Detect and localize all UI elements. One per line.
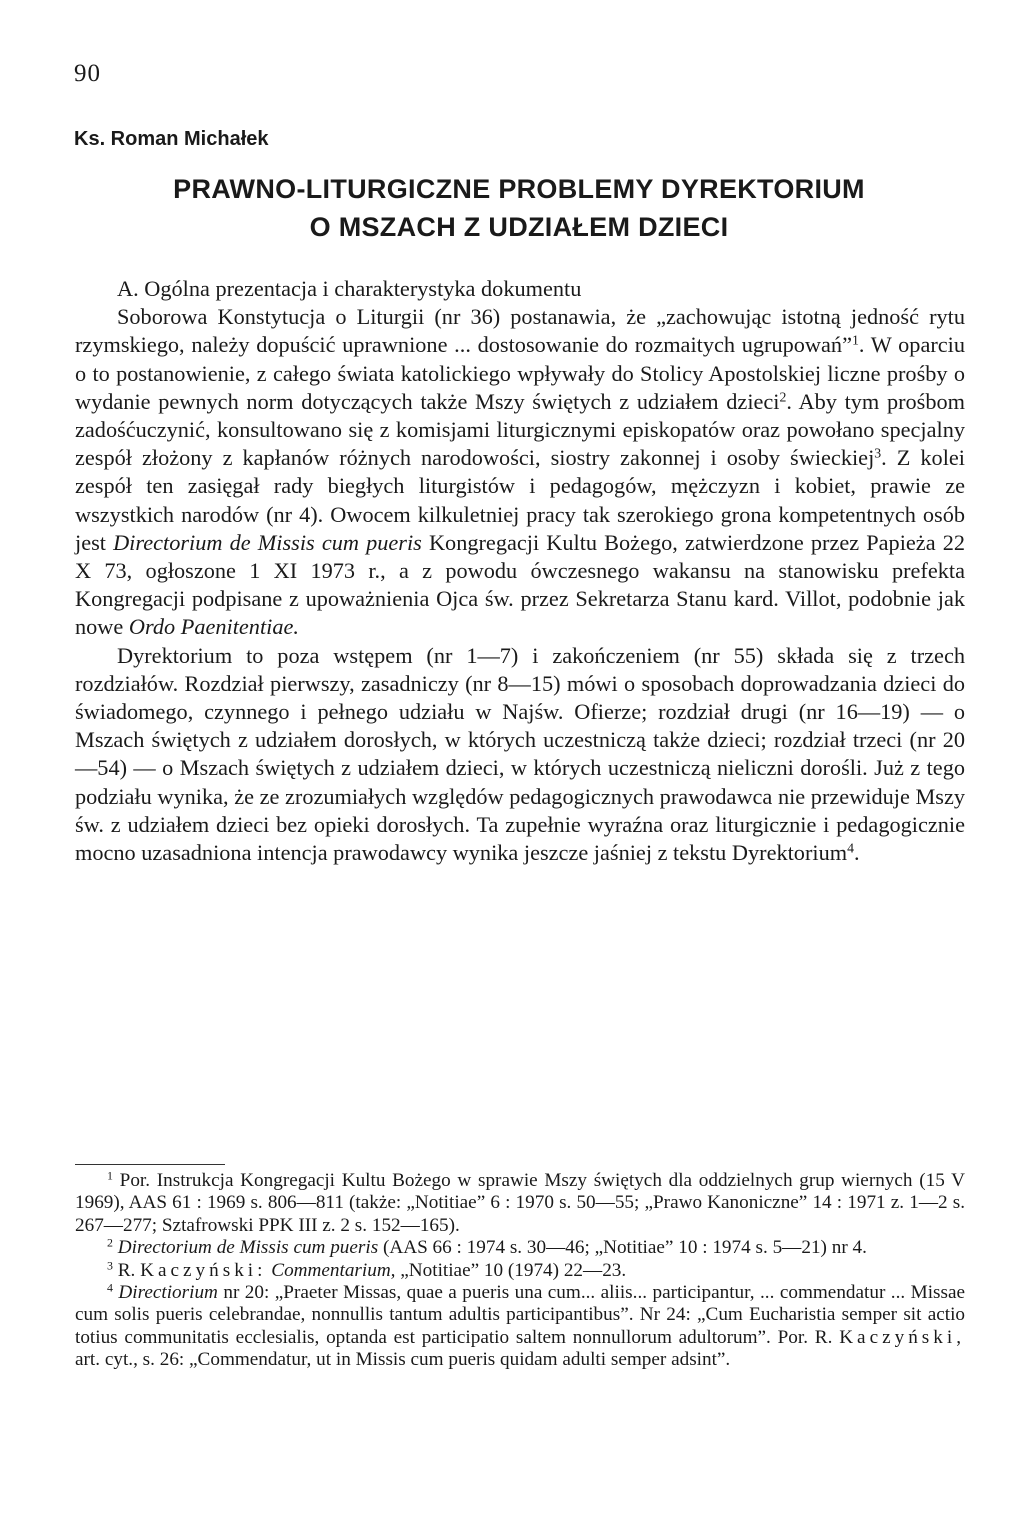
footnote-ref-4[interactable]: 4 xyxy=(847,840,854,856)
title-line-2: O MSZACH Z UDZIAŁEM DZIECI xyxy=(309,212,729,242)
paragraph-text: Kongregacji Kultu Bożego, zatwierdzone przez Papieża 22 X 73, ogłoszone 1 XI 1973 r., a z powodu ówczesnego wakansu na stanowisku prefekta Kongregacji podpisane z upoważnienia Ojca św. przez Sekretarza Stanu kard. Villot, podobnie jak nowe xyxy=(75,529,965,640)
title-line-1: PRAWNO-LITURGICZNE PROBLEMY DYREKTORIUM xyxy=(173,174,865,204)
footnote-mark: 4 xyxy=(107,1280,113,1295)
paragraph-1 xyxy=(75,303,965,641)
footnote-ref-3[interactable]: 3 xyxy=(874,445,882,461)
article-body xyxy=(75,275,965,867)
footnote-4 xyxy=(75,1282,965,1372)
footnote-italic: Directorium de Missis cum pueris xyxy=(117,1237,379,1259)
page-number: 90 xyxy=(74,60,101,87)
footnote-separator xyxy=(75,1164,225,1165)
italic-title-ordo: Ordo Paenitentiae. xyxy=(128,614,299,640)
paragraph-text: . xyxy=(853,840,860,866)
paragraph-text: Dyrektorium to poza wstępem (nr 1—7) i zakończeniem (nr 55) składa się z trzech rozdziałów. Rozdział pierwszy, zasadniczy (nr 8—15) mówi o sposobach doprowadzania dzieci do świadomego, czynnego i pełnego udziału w Najśw. Ofierze; rozdział drugi (nr 16—19) — o Mszach świętych z udziałem dorosłych, w których uczestniczą także dzieci; rozdział trzeci (nr 20—54) — o Mszach świętych z udziałem dzieci, w których uczestniczą nieliczni dorośli. Już z tego podziału wynika, że ze zrozumiałych względów pedagogicznych prawodawca nie przewiduje Mszy św. z udziałem dzieci bez opieki dorosłych. Ta zupełnie wyraźna oraz liturgicznie i pedagogicznie mocno uzasadniona intencja prawodawcy wynika jeszcze jaśniej z tekstu Dyrektorium xyxy=(75,642,965,866)
footnotes xyxy=(75,1170,965,1372)
footnote-text: „Notitiae” 10 (1974) 22—23. xyxy=(395,1259,627,1281)
paragraph-text: . W oparciu o to postanowienie, z całego świata katolickiego wpływały do Stolicy Apostolskiej liczne prośby o wydanie pewnych norm dotyczących także Mszy świętych z udziałem dzieci xyxy=(75,332,966,414)
italic-title-directorium: Directorium de Missis cum pueris xyxy=(113,529,422,555)
author-name: Ks. Roman Michałek xyxy=(74,128,269,150)
section-heading xyxy=(75,275,965,303)
footnote-text: R. xyxy=(117,1259,136,1281)
footnote-text: Por. Instrukcja Kongregacji Kultu Bożego w sprawie Mszy świętych dla oddzielnych grup wiernych (15 V 1969), AAS 61 : 1969 s. 806—811 (także: „Notitiae” 6 : 1970 s. 50—55; „Prawo Kanoniczne” 14 : 1971 z. 1—2 s. 267—277; Sztafrowski PPK III z. 2 s. 152—165). xyxy=(75,1170,965,1236)
footnote-text: (AAS 66 : 1974 s. 30—46; „Notitiae” 10 : 1974 s. 5—21) nr 4. xyxy=(378,1237,867,1259)
paragraph-text: . Aby tym prośbom zadośćuczynić, konsultowano się z komisjami liturgicznymi episkopatów oraz powołano specjalny zespół złożony z kapłanów różnych narodowości, siostry zakonnej i osoby świeckiej xyxy=(75,388,965,471)
paragraph-text: Soborowa Konstytucja o Liturgii (nr 36) postanawia, że „zachowując istotną jedność rytu rzymskiego, należy dopuścić uprawnione ... dostosowanie do rozmaitych ugrupowań” xyxy=(75,304,965,358)
footnote-ref-1[interactable]: 1 xyxy=(851,332,859,348)
footnote-ref-2[interactable]: 2 xyxy=(779,389,787,405)
paragraph-2 xyxy=(75,642,965,868)
footnote-mark: 3 xyxy=(107,1258,113,1273)
footnote-author: Kaczyński, xyxy=(839,1326,965,1348)
footnote-1 xyxy=(75,1170,965,1237)
section-letter: A. xyxy=(117,276,139,301)
footnote-text: art. cyt., s. 26: „Commendatur, ut in Missis cum pueris quidam adulti semper adsint”. xyxy=(75,1349,731,1371)
footnote-3 xyxy=(75,1260,965,1282)
footnote-mark: 1 xyxy=(107,1168,113,1183)
article-title xyxy=(74,170,964,246)
footnote-italic: Commentarium, xyxy=(271,1259,396,1281)
section-title: Ogólna prezentacja i charakterystyka dokumentu xyxy=(144,276,582,301)
footnote-mark: 2 xyxy=(107,1235,113,1250)
footnote-2 xyxy=(75,1237,965,1259)
footnote-italic: Directiorium xyxy=(118,1282,218,1304)
footnote-text: nr 20: „Praeter Missas, quae a pueris una cum... aliis... participantur, ... commendatur ... Missae cum solis pueris celebrandae, nonnullis tantum adultis participantibus”. Nr 24: „Cum Eucharistia semper sit actio totius communitatis ecclesialis, optanda est participatio saltem nonnullorum adultorum”. Por. R. xyxy=(75,1282,965,1348)
paragraph-text: . Z kolei zespół ten zasięgał rady biegłych liturgistów i pedagogów, mężczyzn i kobiet, prawie ze wszystkich narodów (nr 4). Owocem kilkuletniej pracy tak szerokiego grona kompetentnych osób jest xyxy=(75,445,965,555)
footnote-author: Kaczyński: xyxy=(140,1259,267,1281)
